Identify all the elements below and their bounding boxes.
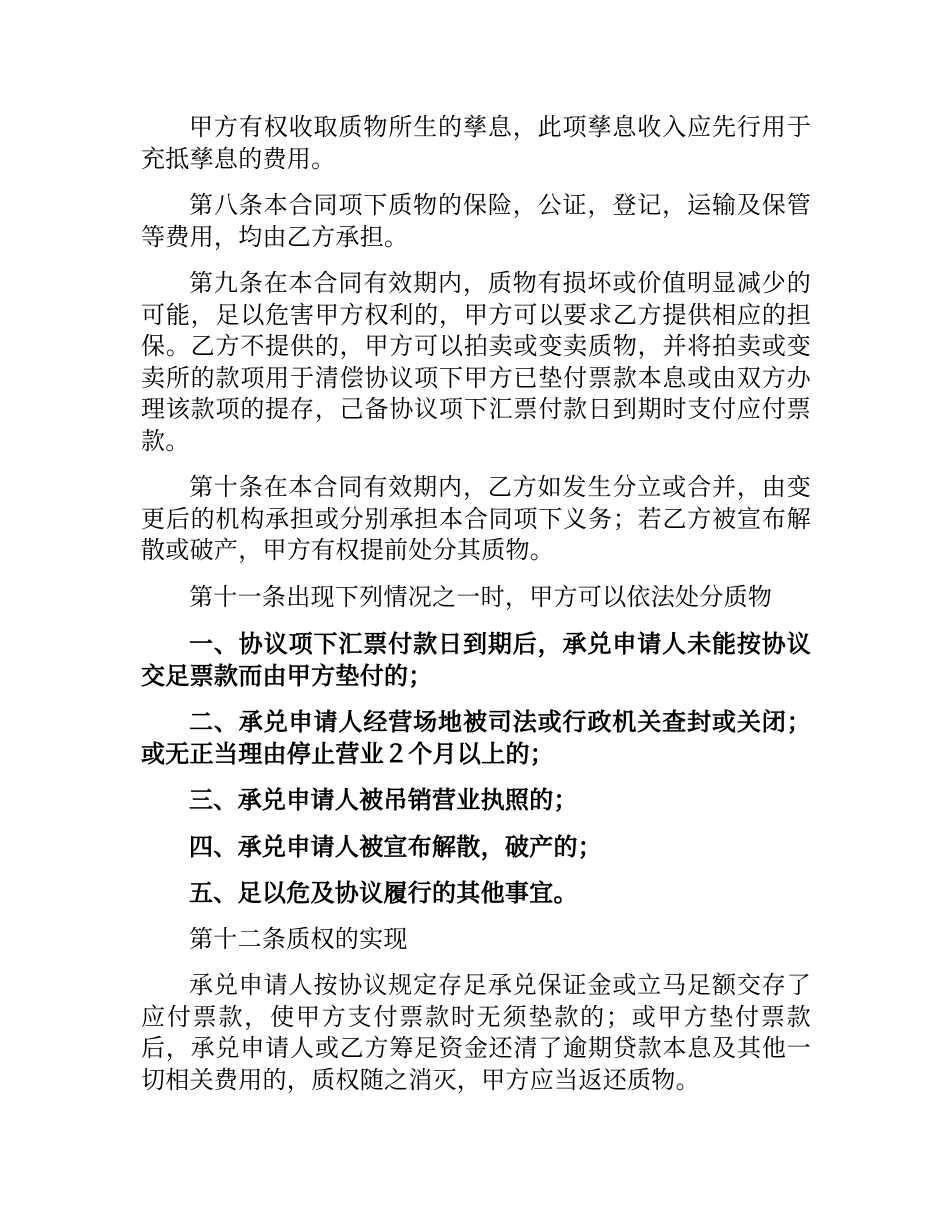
list-item-5: 五、足以危及协议履行的其他事宜。 (189, 878, 578, 907)
list-item-3: 三、承兑申请人被吊销营业执照的； (189, 785, 578, 814)
paragraph-article-11: 第十一条出现下列情况之一时，甲方可以依法处分质物 (189, 582, 773, 611)
paragraph-article-9: 第九条在本合同有效期内，质物有损坏或价值明显减少的可能，足以危害甲方权利的，甲方可以要求乙方提供相应的担保。乙方不提供的，甲方可以拍卖或变卖质物，并将拍卖或变卖所的款项用于清偿协议项下甲方已垫付票款本息或由双方办理该款项的提存，己备协议项下汇票付款日到期时支付应付票款。 (141, 269, 811, 455)
list-item-2: 二、承兑申请人经营场地被司法或行政机关查封或关闭；或无正当理由停止营业２个月以上的； (141, 707, 811, 768)
paragraph-article-12-body: 承兑申请人按协议规定存足承兑保证金或立马足额交存了应付票款，使甲方支付票款时无须垫款的；或甲方垫付票款后，承兑申请人或乙方筹足资金还清了逾期贷款本息及其他一切相关费用的，质权随之消灭，甲方应当返还质物。 (141, 971, 811, 1094)
list-item-4: 四、承兑申请人被宣布解散，破产的； (189, 831, 603, 861)
list-item-1: 一、协议项下汇票付款日到期后，承兑申请人未能按协议交足票款而由甲方垫付的； (141, 629, 811, 690)
paragraph-article-12-heading: 第十二条质权的实现 (189, 924, 408, 953)
paragraph-article-10: 第十条在本合同有效期内，乙方如发生分立或合并，由变更后的机构承担或分别承担本合同项下义务；若乙方被宣布解散或破产，甲方有权提前处分其质物。 (141, 473, 811, 564)
paragraph-article-8: 第八条本合同项下质物的保险，公证，登记，运输及保管等费用，均由乙方承担。 (141, 191, 811, 251)
document-body (141, 112, 811, 1111)
paragraph-fruits-of-pledge: 甲方有权收取质物所生的孳息，此项孳息收入应先行用于充抵孳息的费用。 (141, 113, 811, 173)
